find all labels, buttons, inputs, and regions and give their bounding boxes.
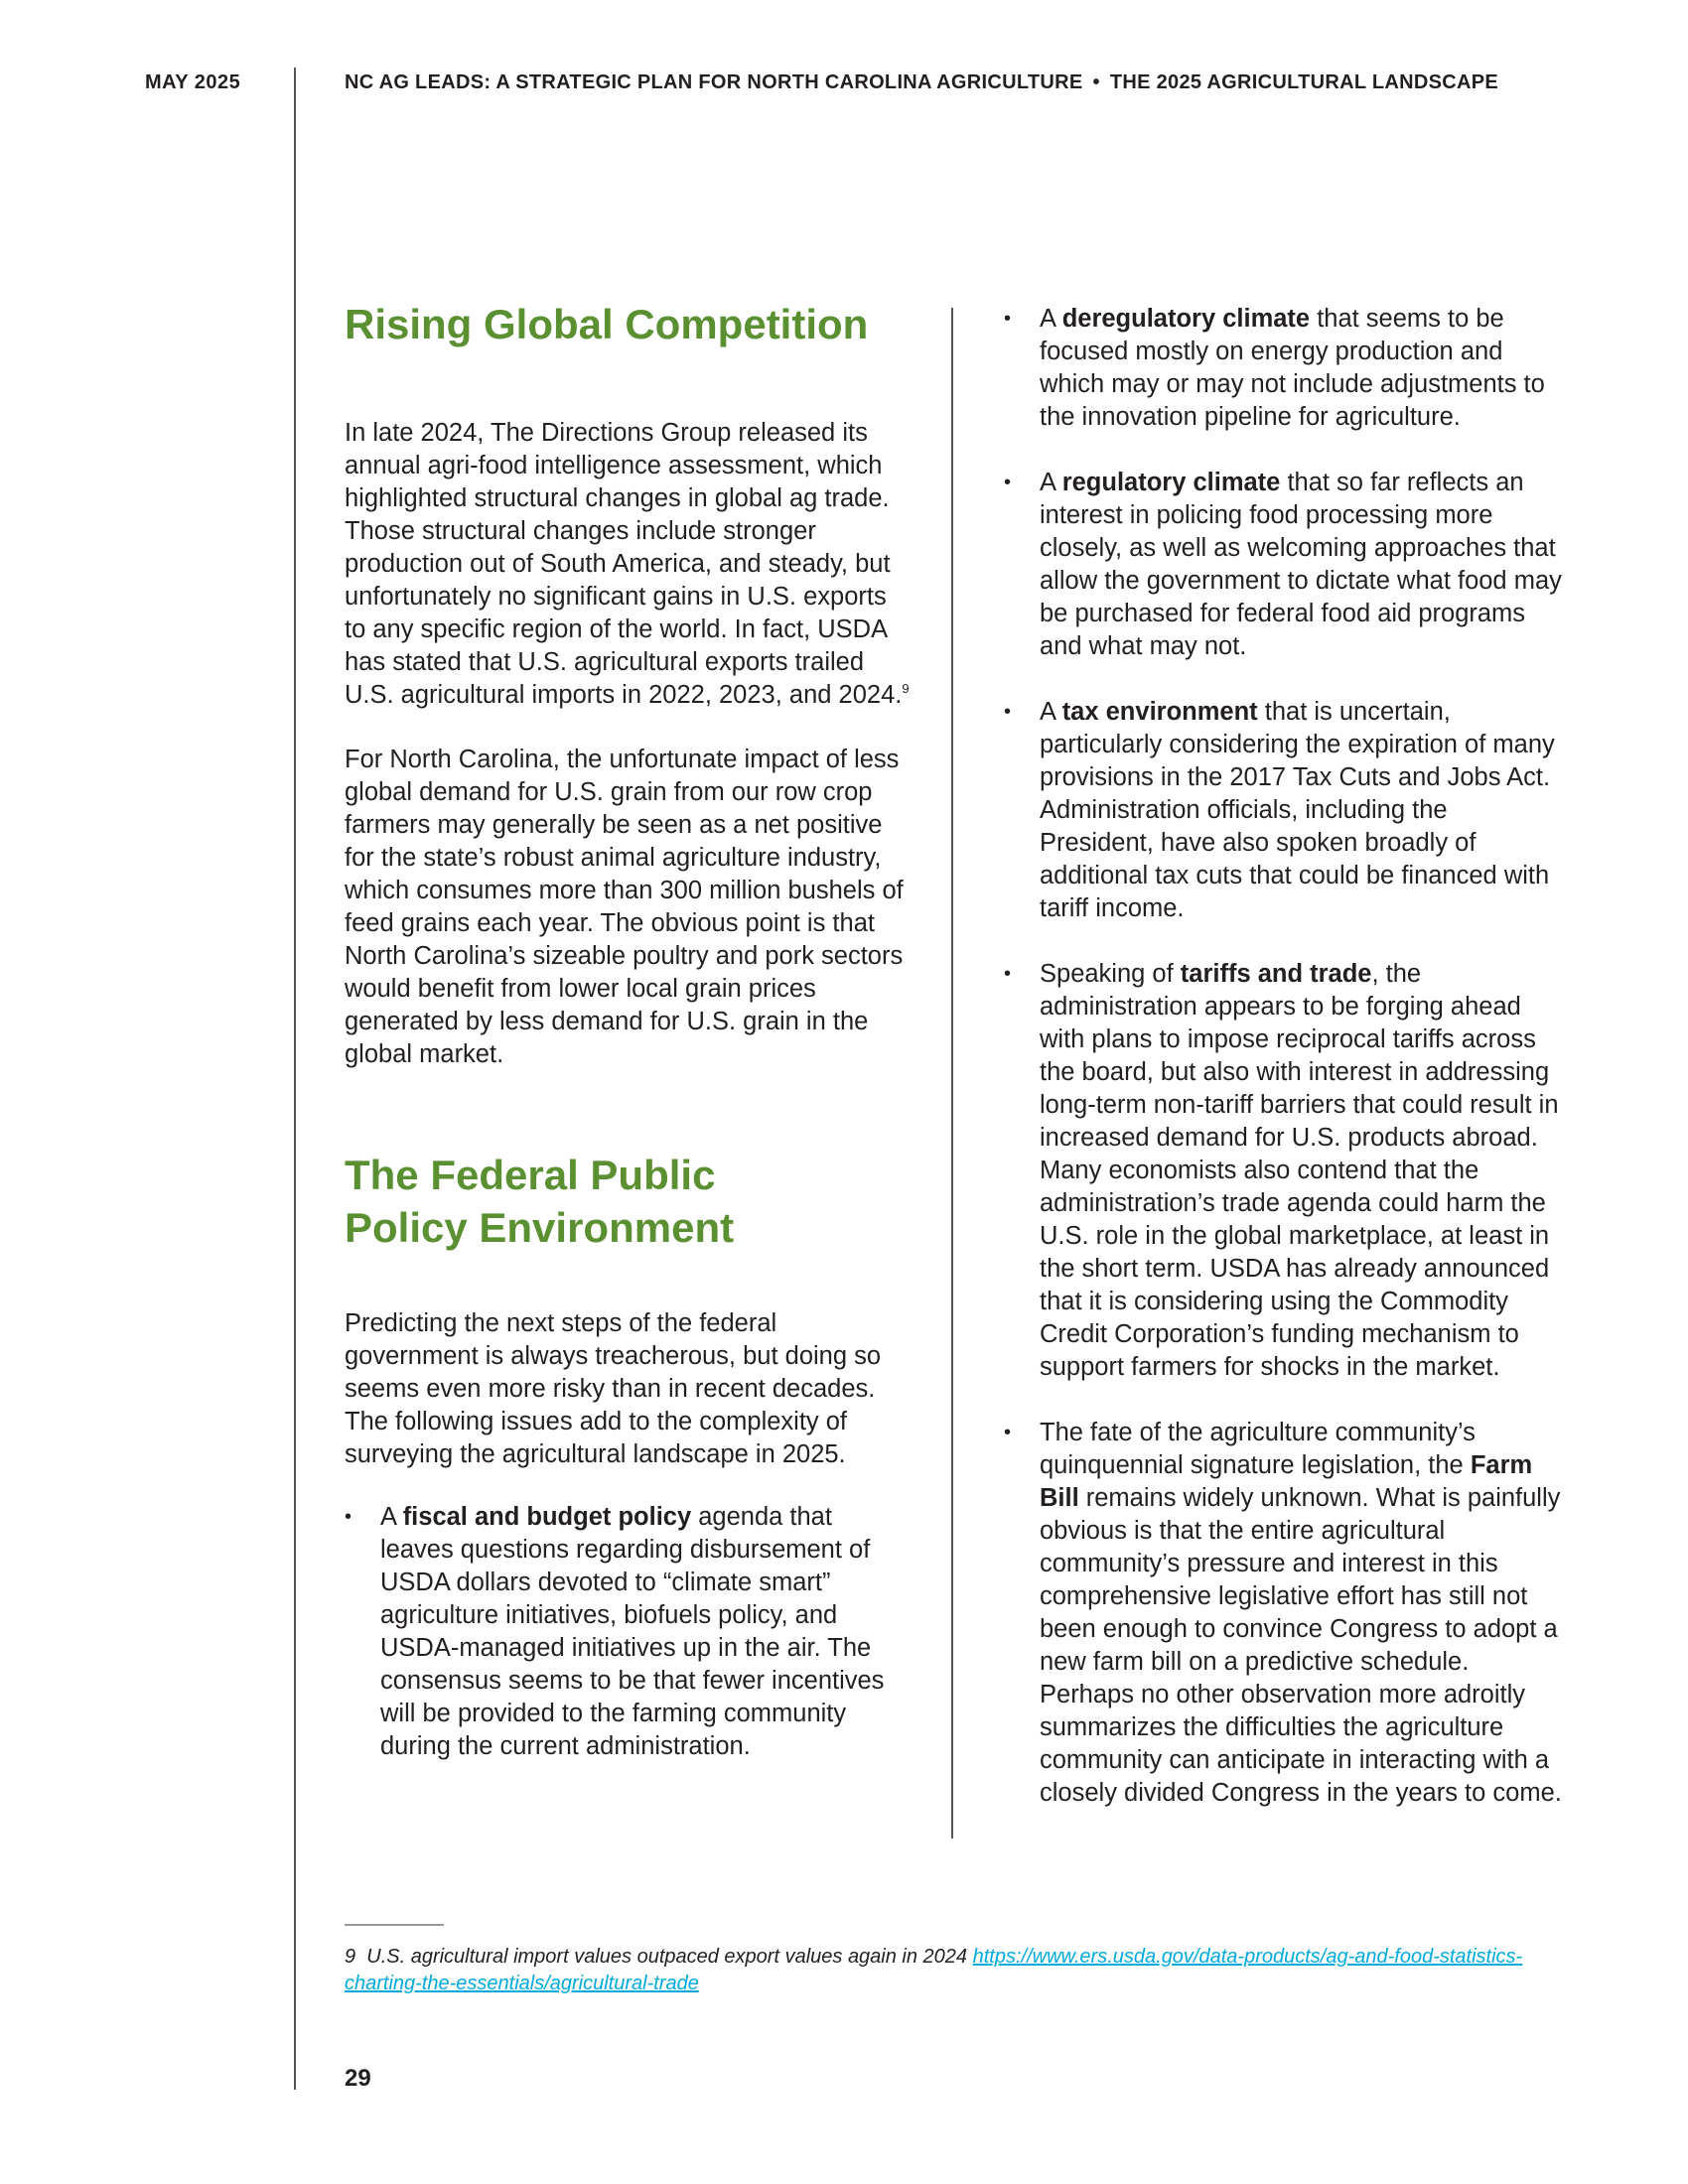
bullet-icon: • (1004, 308, 1012, 330)
text: that so far reflects an interest in policing food processing more closely, as well as welcoming approaches that allow the government to dictate what food may be purchased for federal food aid programs and what may not. (1040, 469, 1562, 660)
paragraph (345, 417, 911, 712)
section-title: THE 2025 AGRICULTURAL LANDSCAPE (1109, 71, 1499, 93)
bold-term: tariffs and trade (1180, 960, 1372, 988)
footnote-link[interactable]: https://www.ers.usda.gov/data-products/ag-and-food-statistics-charting-the-essentials/agricultural-trade (345, 1946, 1523, 1994)
bullet-icon: • (345, 1506, 352, 1528)
text: A (1040, 698, 1062, 726)
paragraph: For North Carolina, the unfortunate impact of less global demand for U.S. grain from our row crop farmers may generally be seen as a net positive for the state’s robust animal agriculture industry, which consumes more than 300 million bushels of feed grains each year. The obvious point is that North Carolina’s sizeable poultry and pork sectors would benefit from lower local grain prices generated by less demand for U.S. grain in the global market. (345, 746, 904, 1068)
header-title (345, 71, 1498, 94)
footnote-ref[interactable]: 9 (902, 681, 910, 696)
text: agenda that leaves questions regarding disbursement of USDA dollars devoted to “climate smart” agriculture initiatives, biofuels policy, and USDA-managed initiatives up in the air. The consensus seems to be that fewer incentives will be provided to the farming community during the current administration. (380, 1503, 885, 1760)
bullet-icon: • (1004, 1422, 1012, 1443)
heading-rising-global-competition: Rising Global Competition (345, 301, 869, 347)
text: A (1040, 305, 1062, 333)
bullet-icon: • (1004, 963, 1012, 985)
bullet-list (1004, 303, 1565, 1810)
list-item (1004, 1417, 1565, 1810)
bullet-icon: • (1004, 472, 1012, 493)
text: A (1040, 469, 1062, 496)
list-item (1004, 467, 1565, 663)
footnote (345, 1944, 1536, 1997)
margin-divider (294, 68, 296, 2090)
bullet-list (345, 1501, 911, 1763)
text: The fate of the agriculture community’s quinquennial signature legislation, the (1040, 1419, 1476, 1479)
heading-federal-policy: The Federal Public Policy Environment (345, 1152, 735, 1251)
text: Speaking of (1040, 960, 1181, 988)
column-divider (951, 308, 953, 1839)
list-item (1004, 303, 1565, 434)
footnote-number: 9 (345, 1946, 356, 1968)
text: that seems to be focused mostly on energy production and which may or may not include adjustments to the innovation pipeline for agriculture. (1040, 305, 1545, 431)
bold-term: fiscal and budget policy (402, 1503, 692, 1531)
footnote-text: U.S. agricultural import values outpaced export values again in 2024 (366, 1946, 968, 1968)
right-column (1004, 303, 1565, 1843)
header-separator: • (1092, 71, 1100, 93)
footnote-divider (345, 1924, 444, 1926)
bold-term: deregulatory climate (1061, 305, 1311, 333)
text: remains widely unknown. What is painfully obvious is that the entire agricultural community’s pressure and interest in this comprehensive legislative effort has still not been enough to convince Congress to adopt a new farm bill on a predictive schedule. Perhaps no other observation more adroitly summarizes the difficulties the agriculture community can anticipate in interacting with a closely divided Congress in the years to come. (1040, 1484, 1562, 1807)
list-item (1004, 696, 1565, 925)
list-item (345, 1501, 911, 1763)
list-item (1004, 958, 1565, 1384)
bold-term: regulatory climate (1061, 469, 1281, 496)
text: A (380, 1503, 403, 1531)
bold-term: Farm Bill (1040, 1451, 1533, 1512)
bullet-icon: • (1004, 701, 1012, 723)
page-number: 29 (345, 2065, 371, 2092)
left-column (345, 298, 911, 1763)
bold-term: tax environment (1061, 698, 1258, 726)
header-date: MAY 2025 (145, 71, 241, 93)
doc-title: NC AG LEADS: A STRATEGIC PLAN FOR NORTH CAROLINA AGRICULTURE (345, 71, 1083, 93)
paragraph-text: In late 2024, The Directions Group released its annual agri-food intelligence assessment, which highlighted structural changes in global ag trade. Those structural changes include stronger production out of South America, and steady, but unfortunately no significant gains in U.S. exports to any specific region of the world. In fact, USDA has stated that U.S. agricultural exports trailed U.S. agricultural imports in 2022, 2023, and 2024. (345, 419, 903, 709)
text: that is uncertain, particularly considering the expiration of many provisions in the 2017 Tax Cuts and Jobs Act. Administration officials, including the President, have also spoken broadly of additional tax cuts that could be financed with tariff income. (1040, 698, 1555, 922)
text: , the administration appears to be forging ahead with plans to impose reciprocal tariffs across the board, but also with interest in addressing long-term non-tariff barriers that could result in increased demand for U.S. products abroad. Many economists also contend that the administration’s trade agenda could harm the U.S. role in the global marketplace, at least in the short term. USDA has already announced that it is considering using the Commodity Credit Corporation’s funding mechanism to support farmers for shocks in the market. (1040, 960, 1559, 1381)
paragraph: Predicting the next steps of the federal government is always treacherous, but doing so seems even more risky than in recent decades. The following issues add to the complexity of surveying the agricultural landscape in 2025. (345, 1309, 882, 1468)
